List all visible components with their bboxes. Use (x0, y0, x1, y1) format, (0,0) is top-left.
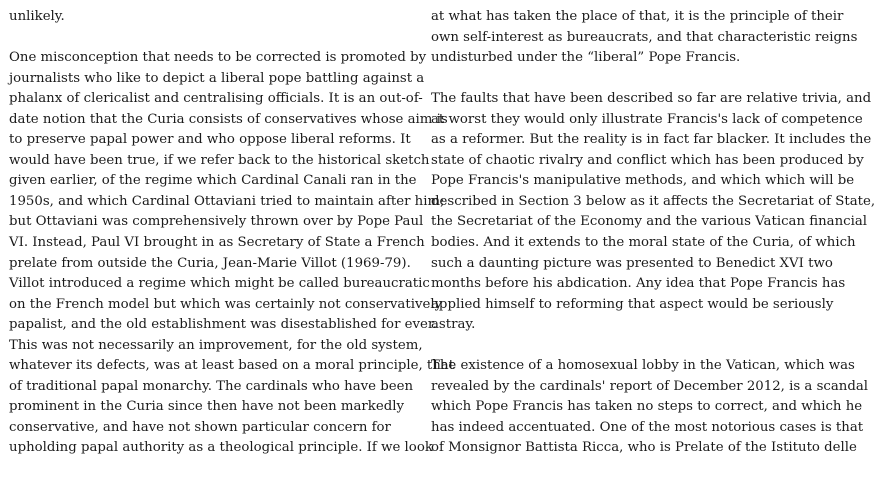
text-line: of traditional papal monarchy. The cardinals who have been (9, 378, 414, 394)
text-line: date notion that the Curia consists of conservatives whose aim is (9, 111, 448, 127)
text-line: which Pope Francis has taken no steps to correct, and which he (431, 399, 863, 415)
text-line: at worst they would only illustrate Francis's lack of competence (431, 111, 863, 127)
text-line: has indeed accentuated. One of the most notorious cases is that (431, 419, 864, 435)
text-line: applied himself to reforming that aspect would be seriously (431, 296, 834, 312)
text-line: described in Section 3 below as it affects the Secretariat of State, (431, 193, 875, 209)
text-line: to preserve papal power and who oppose liberal reforms. It (9, 132, 411, 148)
text-line: astray. (431, 317, 476, 333)
text-line: phalanx of clericalist and centralising officials. It is an out-of- (9, 91, 423, 107)
text-line: months before his abdication. Any idea that Pope Francis has (431, 276, 846, 292)
text-line: of Monsignor Battista Ricca, who is Prelate of the Istituto delle (431, 440, 857, 456)
text-line: upholding papal authority as a theological principle. If we look (9, 440, 433, 456)
text-line: whatever its defects, was at least based on a moral principle, that (9, 358, 455, 374)
text-line: given earlier, of the regime which Cardinal Canali ran in the (9, 173, 417, 189)
text-line: The existence of a homosexual lobby in the Vatican, which was (431, 358, 855, 374)
text-line: such a daunting picture was presented to Benedict XVI two (431, 255, 833, 271)
text-line: Villot introduced a regime which might be called bureaucratic (9, 276, 430, 292)
text-line: as a reformer. But the reality is in fact far blacker. It includes the (431, 132, 872, 148)
paragraph (431, 89, 875, 336)
text-line: own self-interest as bureaucrats, and that characteristic reigns (431, 29, 858, 45)
text-line: but Ottaviani was comprehensively thrown over by Pope Paul (9, 214, 424, 230)
text-line: at what has taken the place of that, it is the principle of their (431, 9, 844, 24)
paragraph (431, 7, 858, 69)
text-line: 1950s, and which Cardinal Ottaviani tried to maintain after him; (9, 193, 445, 209)
text-line: conservative, and have not shown particular concern for (9, 419, 391, 435)
paragraph (431, 356, 869, 459)
text-line: papalist, and the old establishment was disestablished for ever. (9, 317, 438, 333)
right-column (431, 7, 875, 480)
text-line: unlikely. (9, 9, 65, 24)
text-line: would have been true, if we refer back to the historical sketch (9, 152, 430, 168)
text-line: undisturbed under the “liberal” Pope Francis. (431, 50, 741, 66)
text-line: prominent in the Curia since then have not been markedly (9, 399, 404, 415)
text-line: state of chaotic rivalry and conflict which has been produced by (431, 152, 864, 168)
text-line: One misconception that needs to be corrected is promoted by (9, 50, 427, 66)
text-line: Pope Francis's manipulative methods, and which which will be (431, 173, 855, 189)
text-line: journalists who like to depict a liberal pope battling against a (9, 70, 425, 86)
text-line: bodies. And it extends to the moral state of the Curia, of which (431, 235, 856, 251)
text-line: the Secretariat of the Economy and the various Vatican financial (431, 214, 868, 230)
text-line: This was not necessarily an improvement, for the old system, (9, 337, 423, 353)
text-line: revealed by the cardinals' report of December 2012, is a scandal (431, 378, 869, 394)
text-line: on the French model but which was certainly not conservatively (9, 296, 443, 312)
paragraph (9, 7, 379, 28)
text-line: The faults that have been described so far are relative trivia, and (431, 91, 872, 107)
text-line: VI. Instead, Paul VI brought in as Secretary of State a French (9, 235, 425, 251)
text-line: prelate from outside the Curia, Jean-Marie Villot (1969-79). (9, 255, 411, 271)
